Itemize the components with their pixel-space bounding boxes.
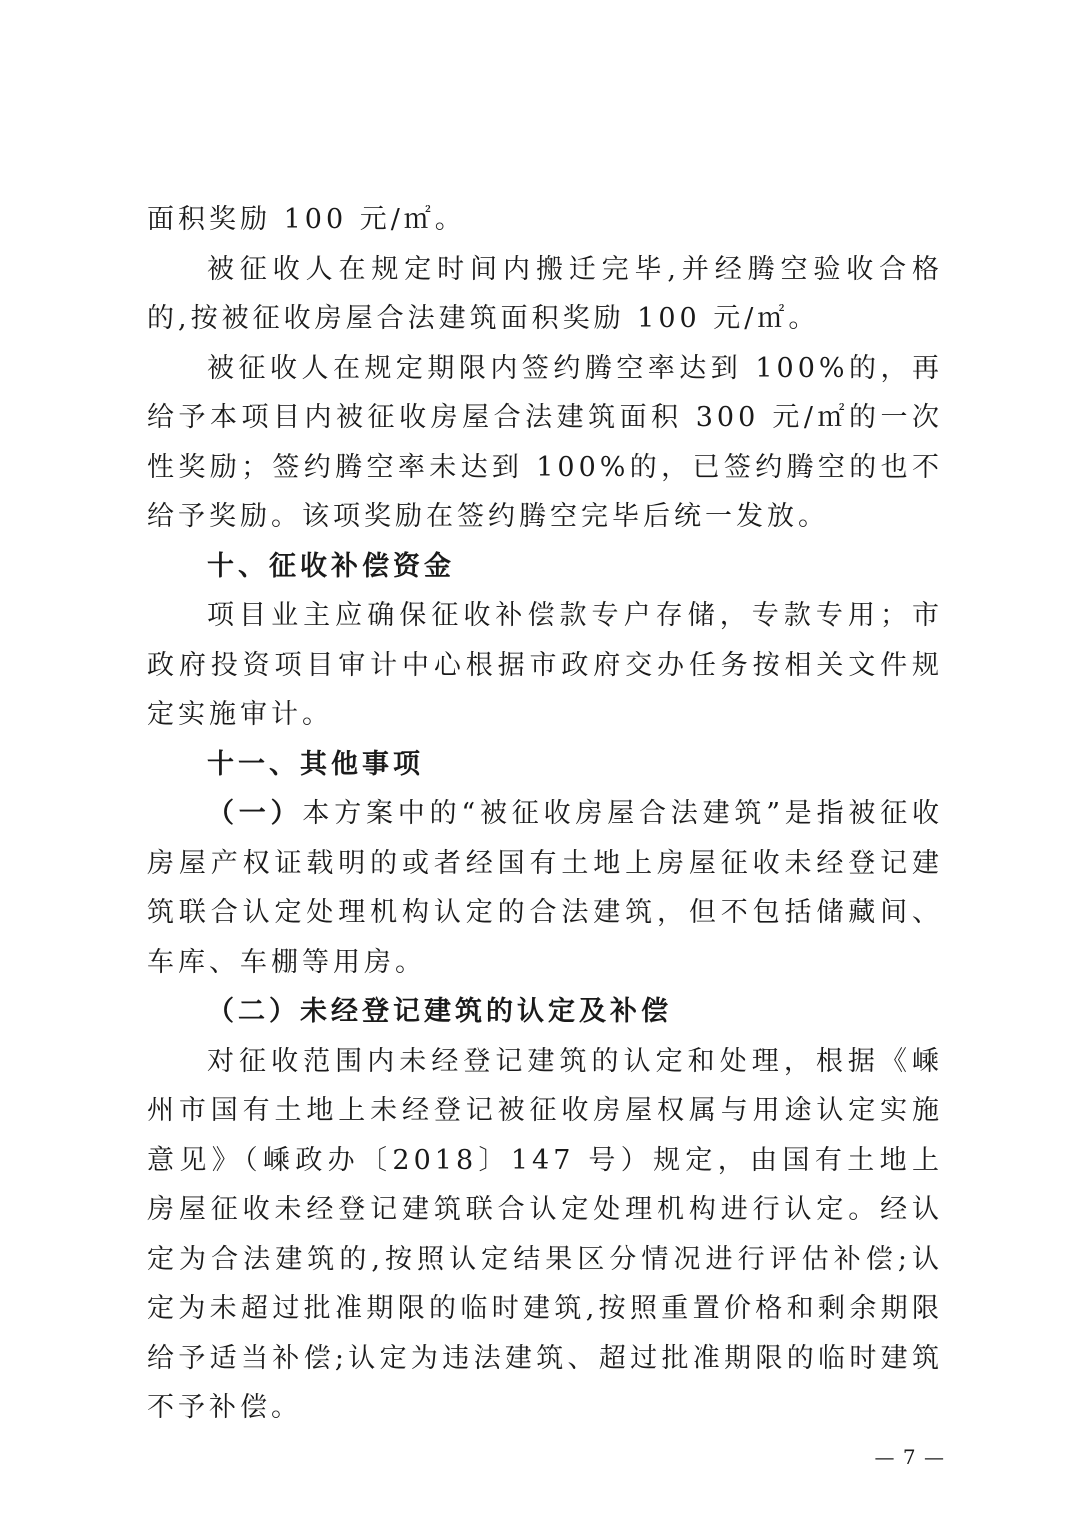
paragraph-relocation-reward: 被征收人在规定时间内搬迁完毕,并经腾空验收合格的,按被征收房屋合法建筑面积奖励 100 元/㎡。 — [147, 253, 943, 334]
document-body — [147, 195, 943, 1433]
page-number: — 7 — — [874, 1445, 945, 1469]
section-heading-compensation-funds: 十、征收补偿资金 — [207, 550, 455, 582]
item-label-one: （一） — [207, 798, 303, 829]
paragraph-continuation: 面积奖励 100 元/㎡。 — [147, 204, 466, 235]
paragraph-legal-building-definition — [147, 789, 943, 987]
paragraph-unregistered-buildings: 对征收范围内未经登记建筑的认定和处理，根据《嵊州市国有土地上未经登记被征收房屋权属与用途认定实施意见》（嵊政办〔2018〕147 号）规定，由国有土地上房屋征收未经登记建筑联合认定处理机构进行认定。经认定为合法建筑的,按照认定结果区分情况进行评估补偿;认定为未超过批准期限的临时建筑,按照重置价格和剩余期限给予适当补偿;认定为违法建筑、超过批准期限的临时建筑不予补偿。 — [147, 1045, 943, 1423]
paragraph-signing-rate-reward: 被征收人在规定期限内签约腾空率达到 100%的，再给予本项目内被征收房屋合法建筑面积 300 元/㎡的一次性奖励；签约腾空率未达到 100%的，已签约腾空的也不给予奖励。该项奖励在签约腾空完毕后统一发放。 — [147, 352, 943, 532]
section-heading-other-matters: 十一、其他事项 — [207, 748, 424, 780]
item-text-one: 本方案中的“被征收房屋合法建筑”是指被征收房屋产权证载明的或者经国有土地上房屋征收未经登记建筑联合认定处理机构认定的合法建筑，但不包括储藏间、车库、车棚等用房。 — [147, 798, 944, 978]
paragraph-funds-storage: 项目业主应确保征收补偿款专户存储，专款专用；市政府投资项目审计中心根据市政府交办任务按相关文件规定实施审计。 — [147, 600, 943, 730]
subsection-heading-unregistered-buildings: （二）未经登记建筑的认定及补偿 — [207, 996, 672, 1027]
